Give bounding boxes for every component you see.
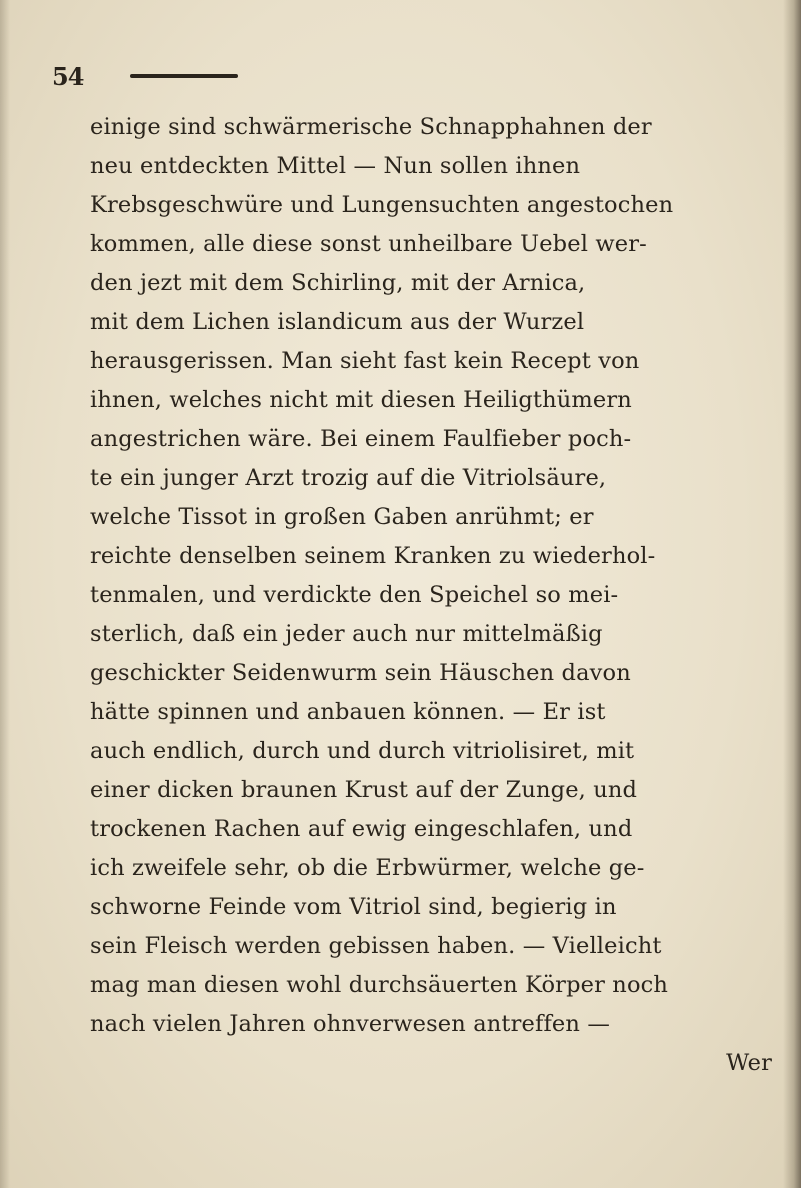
- text-line: ich zweifele sehr, ob die Erbwürmer, welche ge-: [90, 855, 645, 881]
- text-line: einige sind schwärmerische Schnapphahnen der: [90, 114, 652, 140]
- text-line: angestrichen wäre. Bei einem Faulfieber poch-: [90, 426, 632, 452]
- text-line: herausgerissen. Man sieht fast kein Recept von: [90, 348, 640, 374]
- text-line: den jezt mit dem Schirling, mit der Arnica,: [90, 270, 586, 296]
- catchword: Wer: [726, 1050, 772, 1076]
- header-rule: [130, 74, 238, 78]
- text-line: tenmalen, und verdickte den Speichel so mei-: [90, 582, 619, 608]
- text-line: nach vielen Jahren ohnverwesen antreffen —: [90, 1011, 610, 1037]
- page-header: [52, 58, 752, 98]
- text-line: einer dicken braunen Krust auf der Zunge, und: [90, 777, 638, 803]
- text-line: te ein junger Arzt trozig auf die Vitriolsäure,: [90, 465, 607, 491]
- text-line: schworne Feinde vom Vitriol sind, begierig in: [90, 894, 617, 920]
- text-line: neu entdeckten Mittel — Nun sollen ihnen: [90, 153, 581, 179]
- text-line: kommen, alle diese sonst unheilbare Uebel wer-: [90, 231, 647, 257]
- text-line: mit dem Lichen islandicum aus der Wurzel: [90, 309, 585, 335]
- text-line: trockenen Rachen auf ewig eingeschlafen, und: [90, 816, 633, 842]
- text-line: auch endlich, durch und durch vitriolisiret, mit: [90, 738, 635, 764]
- body-text: [90, 108, 780, 1083]
- text-line: mag man diesen wohl durchsäuerten Körper noch: [90, 972, 669, 998]
- text-line: reichte denselben seinem Kranken zu wiederhol-: [90, 543, 656, 569]
- text-line: geschickter Seidenwurm sein Häuschen davon: [90, 660, 631, 686]
- text-line: welche Tissot in großen Gaben anrühmt; er: [90, 504, 594, 530]
- page-number: 54: [52, 62, 84, 91]
- text-line: hätte spinnen und anbauen können. — Er ist: [90, 699, 606, 725]
- text-line: sterlich, daß ein jeder auch nur mittelmäßig: [90, 621, 603, 647]
- text-line: ihnen, welches nicht mit diesen Heiligthümern: [90, 387, 632, 413]
- page-spine-shadow: [783, 0, 801, 1188]
- text-line: sein Fleisch werden gebissen haben. — Vielleicht: [90, 933, 662, 959]
- page-left-edge-shading: [0, 0, 10, 1188]
- text-line: Krebsgeschwüre und Lungensuchten angestochen: [90, 192, 674, 218]
